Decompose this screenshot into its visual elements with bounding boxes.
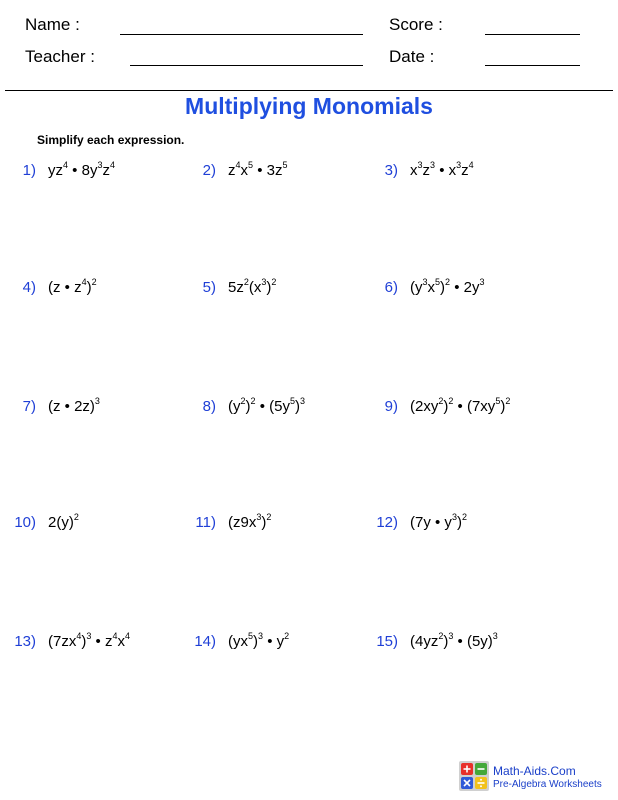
problem-8 bbox=[190, 398, 305, 416]
name-line[interactable] bbox=[120, 34, 363, 35]
problem-expression: $(y^3x^5)^2$ • $2y^3$ bbox=[410, 277, 485, 296]
problem-expression: $x^3z^3$ • $x^3z^4$ bbox=[410, 160, 474, 179]
problem-expression: $(y^2)^2$ • $(5y^5)^3$ bbox=[228, 396, 305, 415]
problem-10 bbox=[10, 514, 79, 532]
problem-6 bbox=[372, 279, 485, 297]
problem-expression: $yz^4$ • $8y^3z^4$ bbox=[48, 160, 115, 179]
instructions: Simplify each expression. bbox=[37, 133, 185, 147]
teacher-line[interactable] bbox=[130, 65, 363, 66]
problem-13 bbox=[10, 633, 130, 651]
problem-number: 9) bbox=[384, 398, 398, 415]
worksheet-title: Multiplying Monomials bbox=[185, 93, 433, 119]
logo-site-name: Math-Aids.Com bbox=[493, 764, 576, 778]
date-label: Date : bbox=[389, 47, 435, 66]
name-label: Name : bbox=[25, 15, 80, 34]
problem-number: 2) bbox=[202, 162, 216, 179]
logo-subtitle: Pre-Algebra Worksheets bbox=[493, 779, 602, 790]
problem-11 bbox=[190, 514, 271, 532]
problem-number: 3) bbox=[384, 162, 398, 179]
problem-12 bbox=[372, 514, 467, 532]
problem-expression: $(7zx^4)^3$ • $z^4x^4$ bbox=[48, 631, 130, 650]
teacher-label: Teacher : bbox=[25, 47, 95, 66]
problem-2 bbox=[190, 162, 287, 180]
problem-expression: $(z9x^3)^2$ bbox=[228, 512, 272, 531]
math-aids-logo bbox=[459, 761, 489, 796]
problem-expression: (7y • $y^3)^2$ bbox=[410, 512, 467, 531]
problem-expression: (z • 2z)$^3$ bbox=[48, 396, 100, 415]
problem-14 bbox=[190, 633, 289, 651]
problem-expression: (z • $z^4)^2$ bbox=[48, 277, 97, 296]
problem-number: 13) bbox=[14, 633, 36, 650]
problem-3 bbox=[372, 162, 474, 180]
problem-number: 10) bbox=[14, 514, 36, 531]
problem-15 bbox=[372, 633, 498, 651]
problem-expression: $2(y)^2$ bbox=[48, 512, 79, 531]
calculator-icon bbox=[459, 761, 489, 791]
problem-5 bbox=[190, 279, 276, 297]
problem-4 bbox=[10, 279, 97, 297]
date-line[interactable] bbox=[485, 65, 580, 66]
problem-number: 6) bbox=[384, 279, 398, 296]
score-label: Score : bbox=[389, 15, 443, 34]
problem-7 bbox=[10, 398, 100, 416]
problem-expression: $z^4x^5$ • $3z^5$ bbox=[228, 160, 288, 179]
problem-number: 12) bbox=[376, 514, 398, 531]
problem-number: 4) bbox=[22, 279, 36, 296]
problem-number: 5) bbox=[202, 279, 216, 296]
problem-9 bbox=[372, 398, 510, 416]
problem-number: 14) bbox=[194, 633, 216, 650]
problem-number: 7) bbox=[22, 398, 36, 415]
problem-expression: $5z^2(x^3)^2$ bbox=[228, 277, 277, 296]
problem-expression: $(yx^5)^3$ • $y^2$ bbox=[228, 631, 290, 650]
problem-number: 1) bbox=[22, 162, 36, 179]
problem-expression: $(2xy^2)^2$ • $(7xy^5)^2$ bbox=[410, 396, 511, 415]
problem-expression: $(4yz^2)^3$ • $(5y)^3$ bbox=[410, 631, 498, 650]
problem-1 bbox=[10, 162, 115, 180]
problem-number: 11) bbox=[195, 514, 216, 531]
problem-number: 15) bbox=[376, 633, 398, 650]
score-line[interactable] bbox=[485, 34, 580, 35]
problem-number: 8) bbox=[202, 398, 216, 415]
